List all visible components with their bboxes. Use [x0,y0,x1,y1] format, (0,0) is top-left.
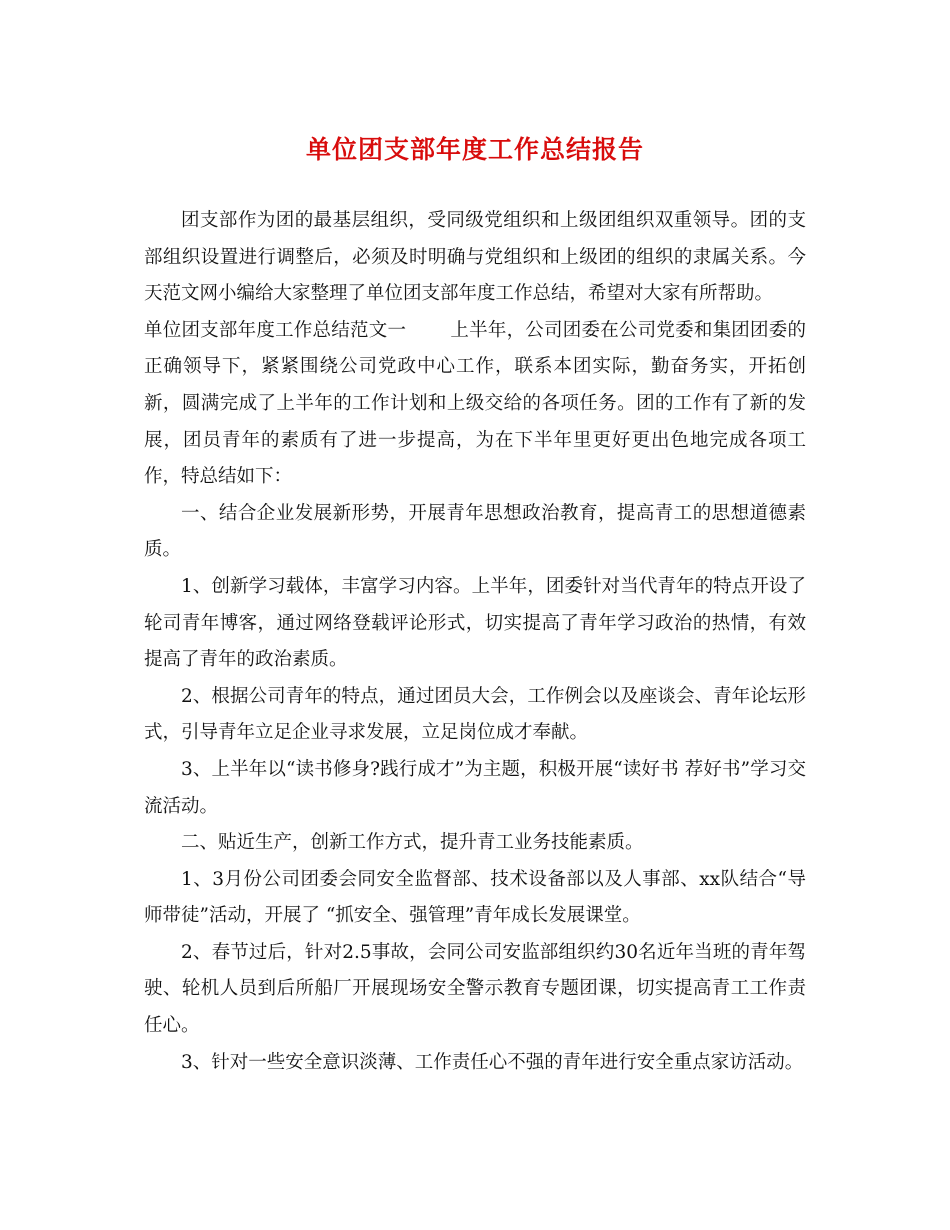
intro-paragraph: 团支部作为团的最基层组织，受同级党组织和上级团组织双重领导。团的支部组织设置进行调整后，必须及时明确与党组织和上级团的组织的隶属关系。今天范文网小编给大家整理了单位团支部年度工作总结，希望对大家有所帮助。 [144,210,806,305]
sample-paragraph [144,313,806,496]
body-paragraph: 2、春节过后，针对2.5事故，会同公司安监部组织约30名近年当班的青年驾驶、轮机人员到后所船厂开展现场安全警示教育专题团课，切实提高青工工作责任心。 [144,941,806,1037]
document-title: 单位团支部年度工作总结报告 [305,135,644,164]
body-paragraph: 1、3月份公司团委会同安全监督部、技术设备部以及人事部、xx队结合“导师带徒”活动，开展了 “抓安全、强管理”青年成长发展课堂。 [144,868,806,927]
section-heading-2: 二、贴近生产，创新工作方式，提升青工业务技能素质。 [181,832,644,854]
body-paragraph: 3、上半年以“读书修身?践行成才”为主题，积极开展“读好书 荐好书”学习交流活动。 [144,758,806,817]
sample-label: 单位团支部年度工作总结范文一 [144,319,407,341]
sample-text: 上半年，公司团委在公司党委和集团团委的正确领导下，紧紧围绕公司党政中心工作，联系本团实际，勤奋务实，开拓创新，圆满完成了上半年的工作计划和上级交给的各项任务。团的工作有了新的发展，团员青年的素质有了进一步提高，为在下半年里更好更出色地完成各项工作，特总结如下： [144,319,806,488]
section-heading-1: 一、结合企业发展新形势，开展青年思想政治教育，提高青工的思想道德素质。 [144,502,806,561]
body-paragraph: 3、针对一些安全意识淡薄、工作责任心不强的青年进行安全重点家访活动。 [181,1051,804,1073]
body-paragraph: 2、根据公司青年的特点，通过团员大会，工作例会以及座谈会、青年论坛形式，引导青年立足企业寻求发展，立足岗位成才奉献。 [144,685,806,744]
document-body [144,203,806,1081]
body-paragraph: 1、创新学习载体，丰富学习内容。上半年，团委针对当代青年的特点开设了轮司青年博客，通过网络登载评论形式，切实提高了青年学习政治的热情，有效提高了青年的政治素质。 [144,575,806,671]
